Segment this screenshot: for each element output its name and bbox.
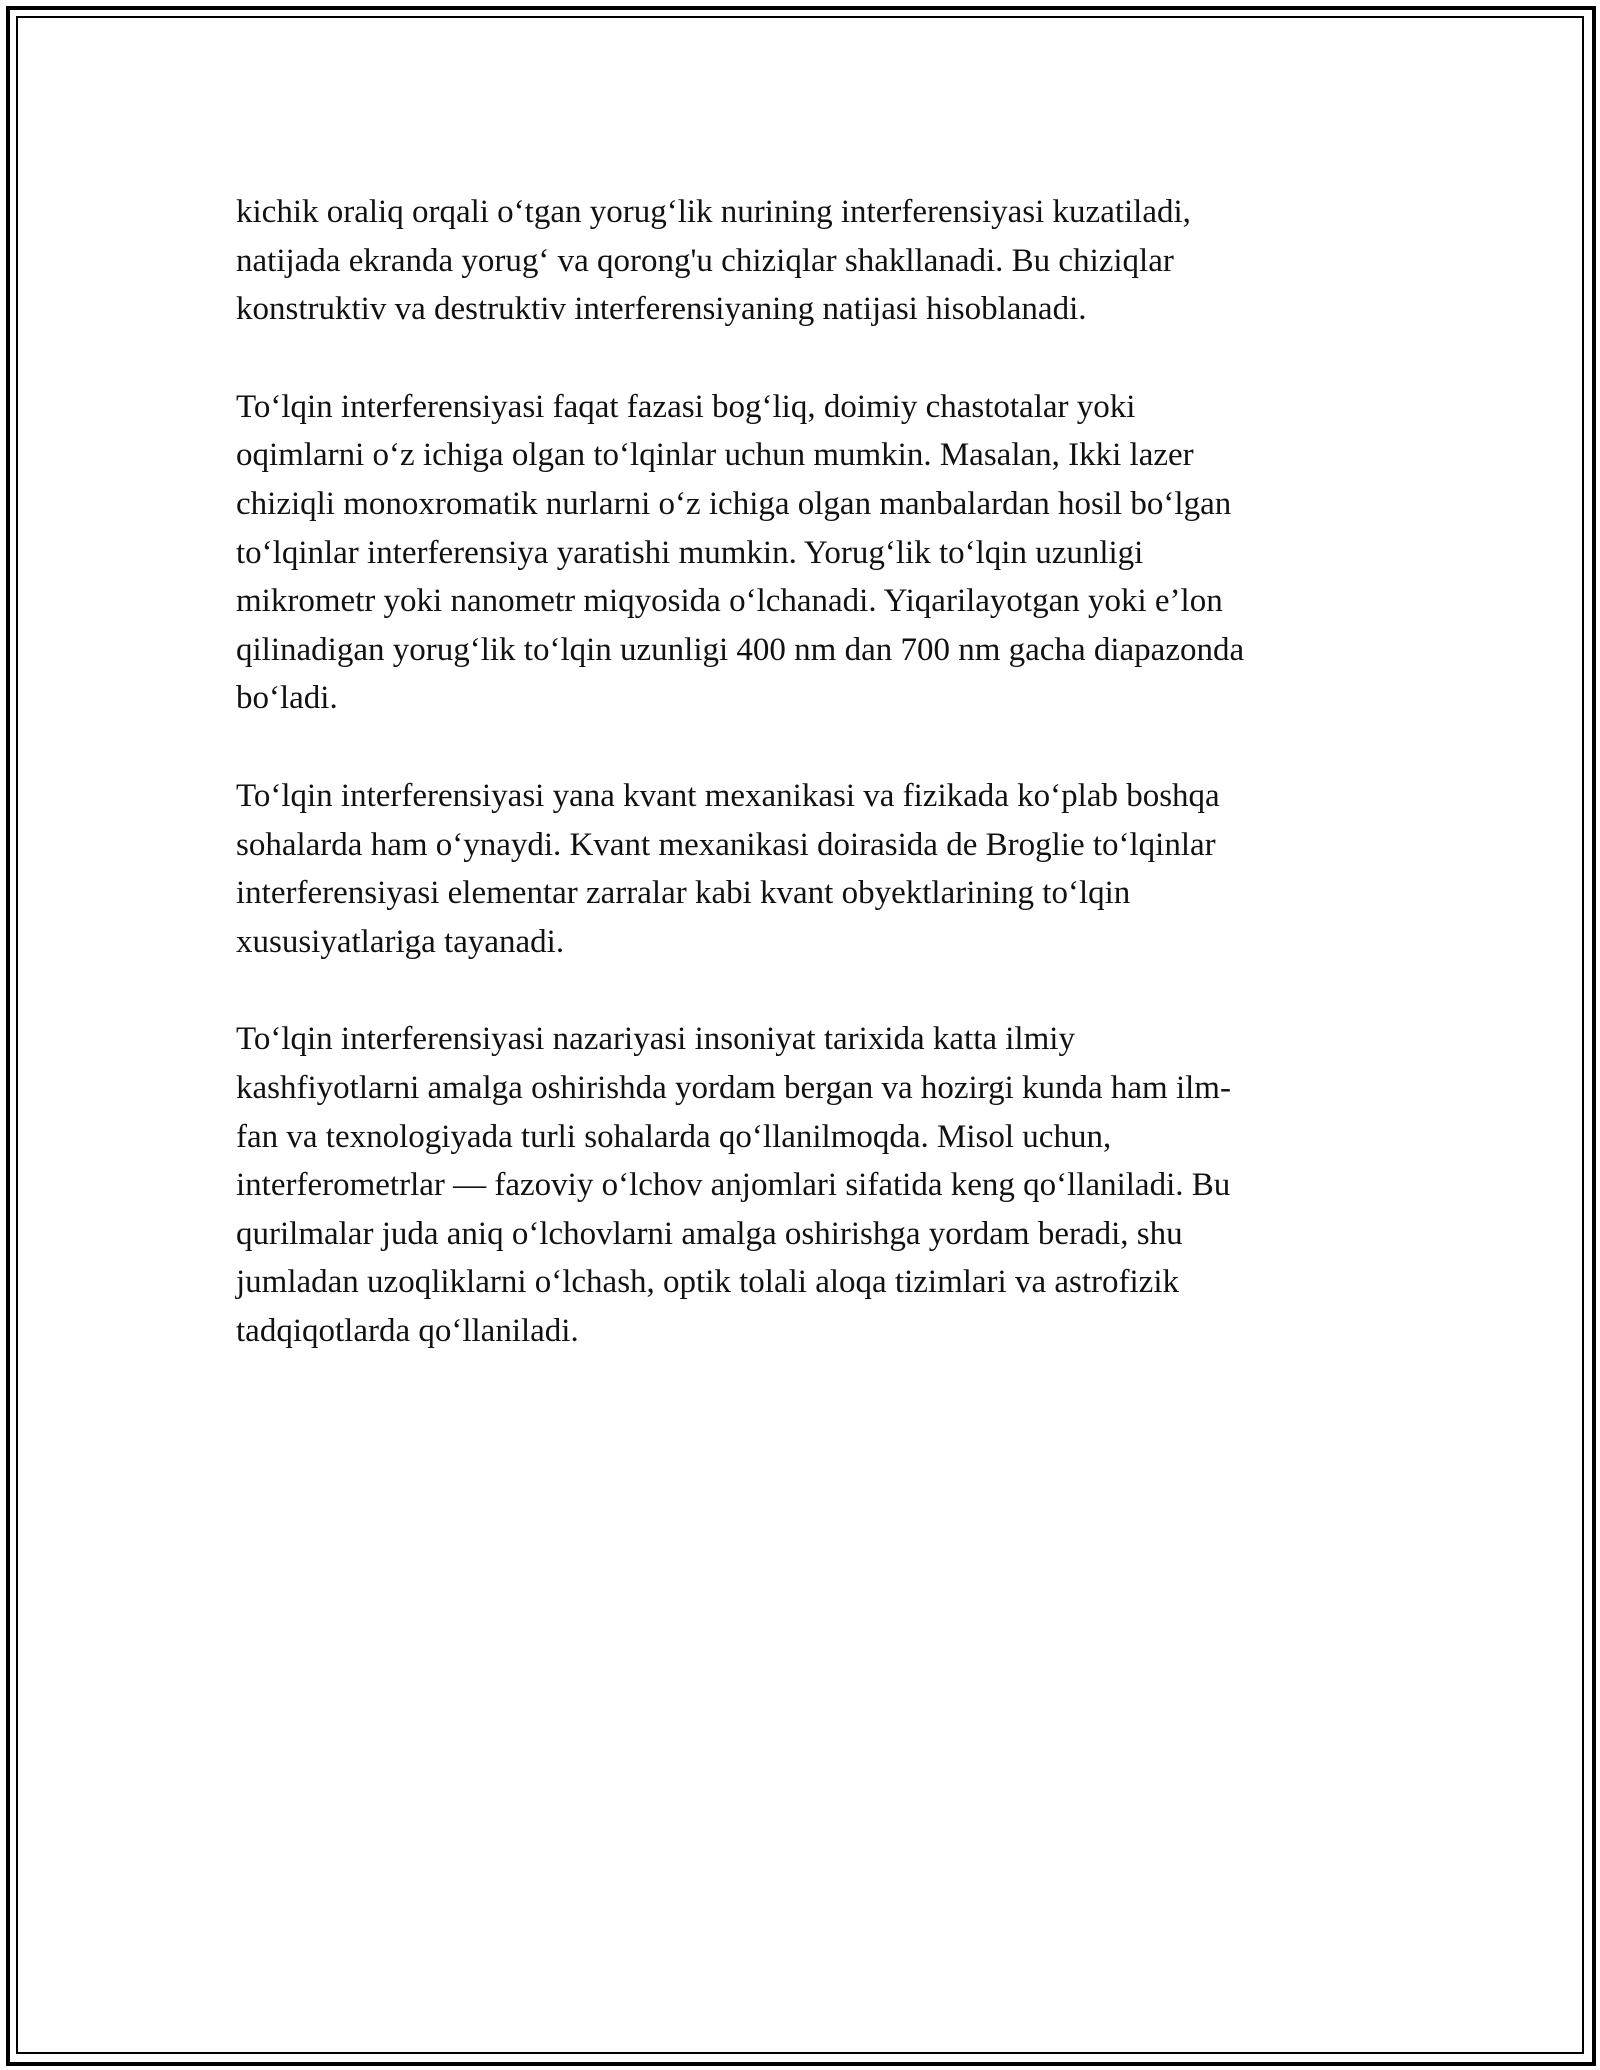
paragraph-3: To‘lqin interferensiyasi yana kvant mexanikasi va fizikada ko‘plab boshqa sohalarda ham o‘ynaydi. Kvant mexanikasi doirasida de Broglie to‘lqinlar interferensiyasi elementar zarralar kabi kvant obyektlarining to‘lqin xususiyatlariga tayanadi. [236, 777, 1220, 960]
document-body [236, 188, 1366, 1404]
paragraph-1: kichik oraliq orqali o‘tgan yorug‘lik nurining interferensiyasi kuzatiladi, natijada ekranda yorug‘ va qorong'u chiziqlar shakllanadi. Bu chiziqlar konstruktiv va destruktiv interferensiyaning natijasi hisoblanadi. [236, 194, 1191, 328]
paragraph-4: To‘lqin interferensiyasi nazariyasi insoniyat tarixida katta ilmiy kashfiyotlarni amalga oshirishda yordam bergan va hozirgi kunda ham ilm- fan va texnologiyada turli sohalarda qo‘llanilmoqda. Misol uchun, interferometrlar — fazoviy o‘lchov anjomlari sifatida keng qo‘llaniladi. Bu qurilmalar juda aniq o‘lchovlarni amalga oshirishga yordam beradi, shu jumladan uzoqliklarni o‘lchash, optik tolali aloqa tizimlari va astrofizik tadqiqotlarda qo‘llaniladi. [236, 1021, 1231, 1349]
paragraph-2: To‘lqin interferensiyasi faqat fazasi bog‘liq, doimiy chastotalar yoki oqimlarni o‘z ichiga olgan to‘lqinlar uchun mumkin. Masalan, Ikki lazer chiziqli monoxromatik nurlarni o‘z ichiga olgan manbalardan hosil bo‘lgan to‘lqinlar interferensiya yaratishi mumkin. Yorug‘lik to‘lqin uzunligi mikrometr yoki nanometr miqyosida o‘lchanadi. Yiqarilayotgan yoki e’lon qilinadigan yorug‘lik to‘lqin uzunligi 400 nm dan 700 nm gacha diapazonda bo‘ladi. [236, 388, 1245, 717]
